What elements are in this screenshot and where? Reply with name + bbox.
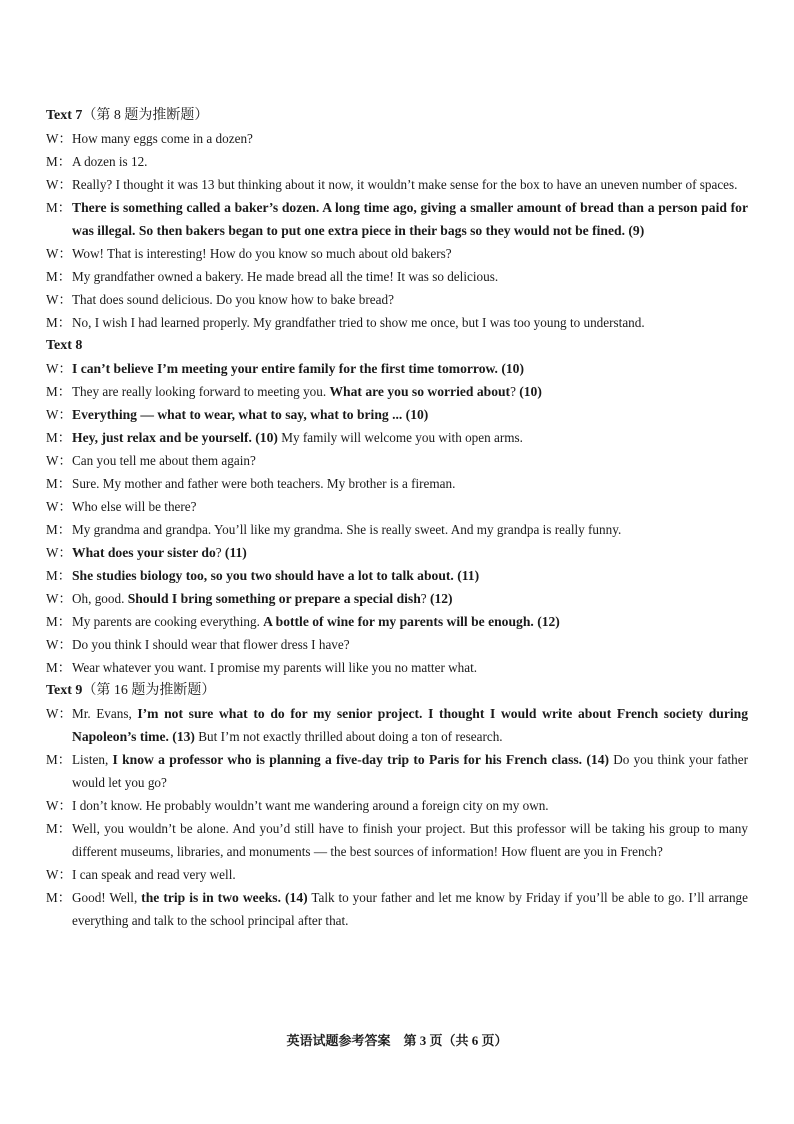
dialogue-text [72, 564, 748, 587]
dialogue-line [46, 518, 748, 541]
dialogue-text [72, 863, 748, 886]
speaker-label: M： [46, 476, 71, 491]
dialogue-segment: That does sound delicious. Do you know how to bake bread? [72, 292, 394, 307]
speaker-label: M： [46, 200, 71, 215]
speaker-label: M： [46, 430, 71, 445]
dialogue-text [72, 633, 748, 656]
dialogue-segment: My grandfather owned a bakery. He made bread all the time! It was so delicious. [72, 269, 499, 284]
dialogue-text [72, 311, 748, 334]
dialogue-segment: ? [215, 545, 225, 560]
dialogue-line [46, 495, 748, 518]
dialogue-segment: No, I wish I had learned properly. My grandfather tried to show me once, but I was too young to understand. [72, 315, 645, 330]
speaker-label: M： [46, 821, 71, 836]
speaker-label: M： [46, 269, 71, 284]
dialogue-segment: Do you think I should wear that flower dress I have? [72, 637, 350, 652]
answer-highlight: Everything — what to wear, what to say, what to bring ... (10) [72, 407, 429, 422]
dialogue-segment: Really? I thought it was 13 but thinking about it now, it wouldn’t make sense for the box to have an uneven number of spaces. [72, 177, 738, 192]
dialogue-text [72, 242, 748, 265]
dialogue-text [72, 495, 748, 518]
dialogue-segment: Who else will be there? [72, 499, 197, 514]
dialogue-text [72, 380, 748, 403]
speaker-label: W： [46, 246, 72, 261]
dialogue-segment: Well, you wouldn’t be alone. And you’d still have to finish your project. But this professor will be taking his group to many different museums, libraries, and monuments — the best sources of information! How fluent are you in French? [72, 821, 748, 859]
dialogue-text [72, 265, 748, 288]
speaker-label: W： [46, 591, 72, 606]
speaker-label: M： [46, 568, 71, 583]
speaker-label: M： [46, 660, 71, 675]
dialogue-line [46, 863, 748, 886]
speaker-label: W： [46, 867, 72, 882]
dialogue-text [72, 150, 748, 173]
speaker-label: M： [46, 154, 71, 169]
dialogue-line [46, 265, 748, 288]
dialogue-segment: Listen, [72, 752, 113, 767]
section-title: Text 8 [46, 338, 83, 353]
dialogue-text [72, 587, 748, 610]
page-footer: 英语试题参考答案 第 3 页（共 6 页） [286, 1033, 508, 1048]
dialogue-segment: My grandma and grandpa. You’ll like my grandma. She is really sweet. And my grandpa is really funny. [72, 522, 622, 537]
speaker-label: M： [46, 315, 71, 330]
dialogue-segment: Oh, good. [72, 591, 128, 606]
dialogue-line [46, 242, 748, 265]
dialogue-segment: Do you think your father would let you go? [72, 752, 748, 790]
answer-highlight: I know a professor who is planning a five-day trip to Paris for his French class. (14) [112, 752, 610, 767]
dialogue-segment: Good! Well, [72, 890, 142, 905]
dialogue-segment: Sure. My mother and father were both teachers. My brother is a fireman. [72, 476, 456, 491]
dialogue-line [46, 380, 748, 403]
speaker-label: W： [46, 292, 72, 307]
dialogue-segment: Wow! That is interesting! How do you know so much about old bakers? [72, 246, 452, 261]
answer-highlight: the trip is in two weeks. (14) [141, 890, 308, 905]
speaker-label: W： [46, 177, 72, 192]
section-heading [46, 679, 748, 702]
dialogue-line [46, 311, 748, 334]
dialogue-line [46, 702, 748, 748]
answer-highlight: (12) [429, 591, 453, 606]
dialogue-segment: ? [420, 591, 430, 606]
dialogue-segment: Talk to your father and let me know by Friday if you’ll be able to go. I’ll arrange everything and talk to the school principal after that. [72, 890, 749, 928]
dialogue-text [72, 610, 748, 633]
dialogue-line [46, 288, 748, 311]
dialogue-line [46, 817, 748, 863]
dialogue-segment: They are really looking forward to meeting you. [72, 384, 330, 399]
dialogue-text [72, 794, 748, 817]
dialogue-text [72, 702, 748, 748]
dialogue-segment: I can speak and read very well. [72, 867, 236, 882]
dialogue-text [72, 817, 748, 863]
dialogue-text [72, 886, 748, 932]
dialogue-line [46, 150, 748, 173]
dialogue-text [72, 472, 748, 495]
dialogue-text [72, 449, 748, 472]
dialogue-line [46, 748, 748, 794]
dialogue-text [72, 426, 748, 449]
dialogue-text [72, 541, 748, 564]
answer-highlight: There is something called a baker’s dozen. A long time ago, giving a smaller amount of bread than a person paid for was illegal. So then bakers began to put one extra piece in their bags so they would not be fined. (9) [72, 200, 748, 238]
answer-highlight: (10) [519, 384, 542, 399]
answer-highlight: Should I bring something or prepare a special dish [127, 591, 421, 606]
dialogue-text [72, 748, 748, 794]
dialogue-segment: Wear whatever you want. I promise my parents will like you no matter what. [72, 660, 478, 675]
answer-highlight: A bottle of wine for my parents will be enough. (12) [263, 614, 560, 629]
speaker-label: M： [46, 384, 71, 399]
dialogue-line [46, 886, 748, 932]
speaker-label: W： [46, 131, 72, 146]
speaker-label: W： [46, 798, 72, 813]
dialogue-line [46, 610, 748, 633]
answer-highlight: (11) [224, 545, 247, 560]
section-heading [46, 334, 748, 357]
dialogue-line [46, 449, 748, 472]
dialogue-text [72, 173, 748, 196]
dialogue-segment: Mr. Evans, [72, 706, 138, 721]
dialogue-segment: My family will welcome you with open arms. [277, 430, 523, 445]
dialogue-text [72, 288, 748, 311]
dialogue-segment: Can you tell me about them again? [72, 453, 256, 468]
dialogue-line [46, 794, 748, 817]
dialogue-segment: But I’m not exactly thrilled about doing a ton of research. [194, 729, 503, 744]
speaker-label: W： [46, 499, 72, 514]
section-note: （第 16 题为推断题） [82, 683, 216, 698]
speaker-label: W： [46, 361, 72, 376]
dialogue-line [46, 656, 748, 679]
dialogue-segment: My parents are cooking everything. [72, 614, 264, 629]
dialogue-line [46, 472, 748, 495]
dialogue-text [72, 196, 748, 242]
dialogue-line [46, 196, 748, 242]
speaker-label: W： [46, 545, 72, 560]
section-title: Text 9 [46, 683, 83, 698]
dialogue-text [72, 403, 748, 426]
answer-key-page [46, 104, 748, 932]
dialogue-text [72, 656, 748, 679]
dialogue-text [72, 357, 748, 380]
speaker-label: W： [46, 706, 72, 721]
answer-highlight: She studies biology too, so you two should have a lot to talk about. (11) [72, 568, 480, 583]
dialogue-line [46, 127, 748, 150]
section-note: （第 8 题为推断题） [82, 108, 209, 123]
dialogue-line [46, 173, 748, 196]
dialogue-line [46, 403, 748, 426]
speaker-label: M： [46, 752, 71, 767]
section-heading [46, 104, 748, 127]
dialogue-segment: ? [510, 384, 520, 399]
answer-highlight: What does your sister do [72, 545, 216, 560]
speaker-label: M： [46, 890, 71, 905]
speaker-label: M： [46, 522, 71, 537]
dialogue-line [46, 564, 748, 587]
dialogue-line [46, 587, 748, 610]
speaker-label: W： [46, 453, 72, 468]
dialogue-segment: How many eggs come in a dozen? [72, 131, 253, 146]
dialogue-line [46, 633, 748, 656]
answer-highlight: What are you so worried about [329, 384, 511, 399]
section-title: Text 7 [46, 108, 83, 123]
speaker-label: M： [46, 614, 71, 629]
dialogue-segment: I don’t know. He probably wouldn’t want me wandering around a foreign city on my own. [72, 798, 549, 813]
dialogue-line [46, 357, 748, 380]
dialogue-text [72, 518, 748, 541]
answer-highlight: I’m not sure what to do for my senior project. I thought I would write about French society during Napoleon’s time. (13) [72, 706, 749, 744]
speaker-label: W： [46, 407, 72, 422]
answer-highlight: Hey, just relax and be yourself. (10) [72, 430, 278, 445]
speaker-label: W： [46, 637, 72, 652]
dialogue-segment: A dozen is 12. [72, 154, 148, 169]
dialogue-text [72, 127, 748, 150]
answer-highlight: I can’t believe I’m meeting your entire family for the first time tomorrow. (10) [72, 361, 524, 376]
dialogue-line [46, 541, 748, 564]
dialogue-line [46, 426, 748, 449]
